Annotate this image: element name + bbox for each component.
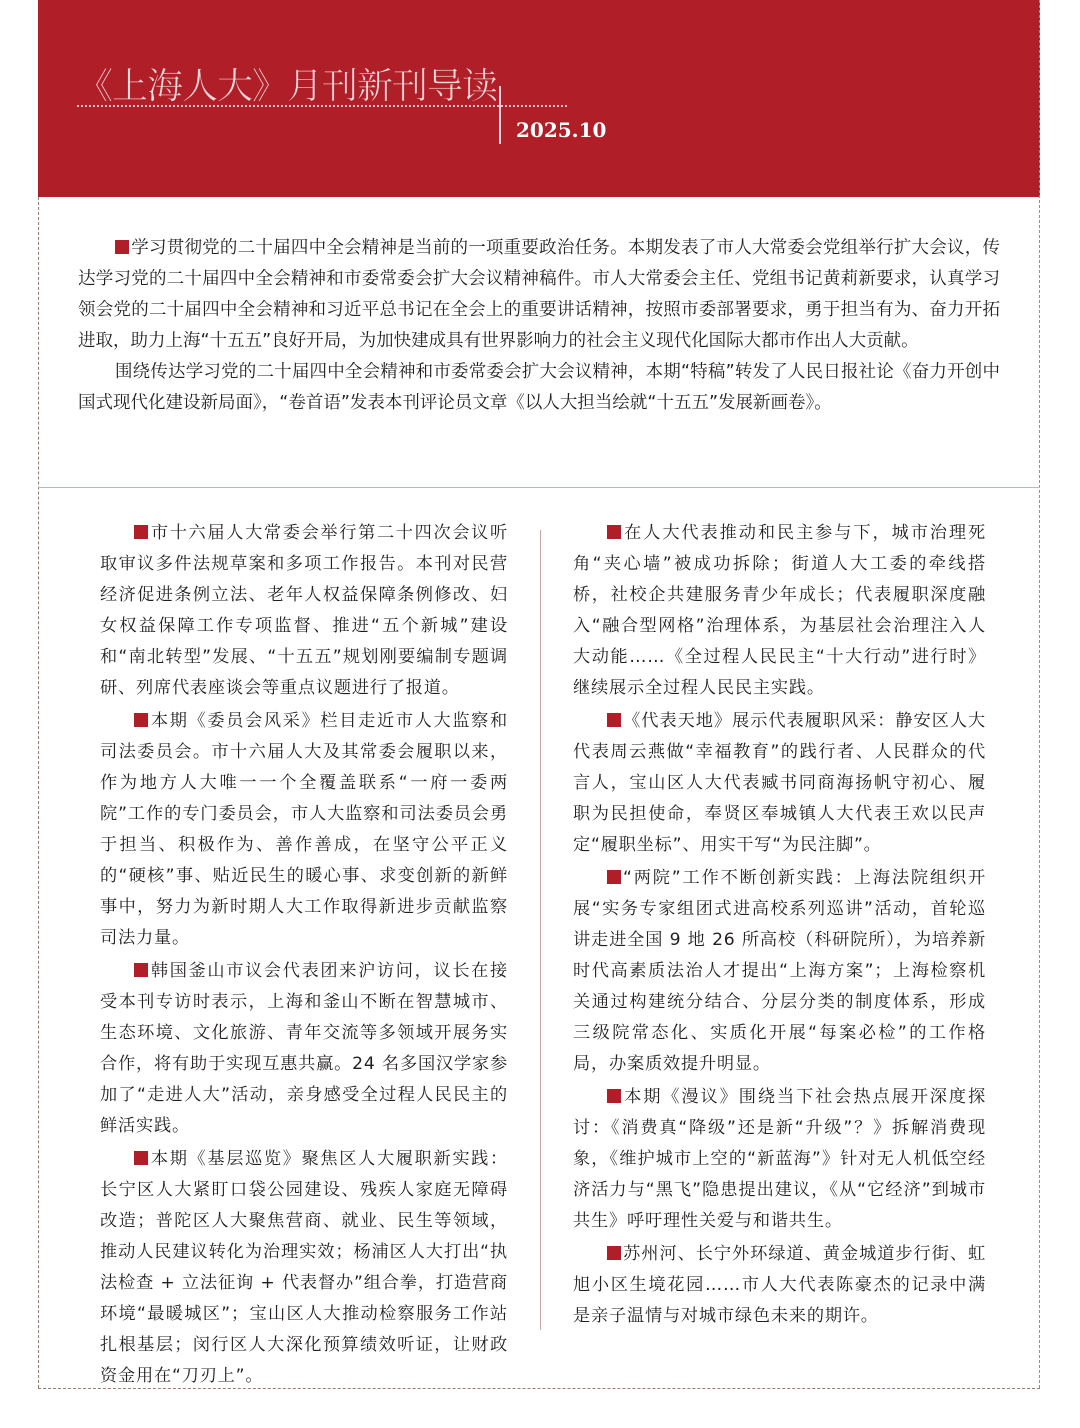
section-divider — [38, 487, 1040, 488]
intro-paragraph: 学习贯彻党的二十届四中全会精神是当前的一项重要政治任务。本期发表了市人大常委会党组举行扩大会议，传达学习党的二十届四中全会精神和市委常委会扩大会议精神稿件。市人大常委会主任、党组书记黄莉新要求，认真学习领会党的二十届四中全会精神和习近平总书记在全会上的重要讲话精神，按照市委部署要求，勇于担当有为、奋力开拓进取，助力上海“十五五”良好开局，为加快建成具有世界影响力的社会主义现代化国际大都市作出人大贡献。 — [78, 238, 1000, 351]
article-paragraph: 韩国釜山市议会代表团来沪访问，议长在接受本刊专访时表示，上海和釜山不断在智慧城市、生态环境、文化旅游、青年交流等多领域开展务实合作，将有助于实现互惠共赢。24 名多国汉学家参加了“走进人大”活动，亲身感受全过程人民民主的鲜活实践。 — [100, 961, 508, 1136]
bullet-square-icon — [607, 1246, 621, 1260]
bullet-square-icon — [607, 1089, 621, 1103]
page-border-left — [38, 197, 39, 1388]
article-paragraph: 苏州河、长宁外环绿道、黄金城道步行街、虹旭小区生境花园……市人大代表陈豪杰的记录中满是亲子温情与对城市绿色未来的期许。 — [573, 1244, 986, 1326]
article-paragraph: 在人大代表推动和民主参与下，城市治理死角“夹心墙”被成功拆除；街道人大工委的牵线搭桥，社校企共建服务青少年成长；代表履职深度融入“融合型网格”治理体系，为基层社会治理注入人大动能……《全过程人民民主“十大行动”进行时》继续展示全过程人民民主实践。 — [573, 523, 986, 698]
article-paragraph: “两院”工作不断创新实践：上海法院组织开展“实务专家组团式进高校系列巡讲”活动，首轮巡讲走进全国 9 地 26 所高校（科研院所），为培养新时代高素质法治人才提出“上海方案”；上海检察机关通过构建统分结合、分层分类的制度体系，形成三级院常态化、实质化开展“每案必检”的工作格局，办案质效提升明显。 — [573, 868, 986, 1074]
article-paragraph: 本期《委员会风采》栏目走近市人大监察和司法委员会。市十六届人大及其常委会履职以来，作为地方人大唯一一个全覆盖联系“一府一委两院”工作的专门委员会，市人大监察和司法委员会勇于担当、积极作为、善作善成，在坚守公平正义的“硬核”事、贴近民生的暖心事、求变创新的新鲜事中，努力为新时期人大工作取得新进步贡献监察司法力量。 — [100, 711, 508, 948]
intro-paragraph: 围绕传达学习党的二十届四中全会精神和市委常委会扩大会议精神，本期“特稿”转发了人民日报社论《奋力开创中国式现代化建设新局面》，“卷首语”发表本刊评论员文章《以人大担当绘就“十五五”发展新画卷》。 — [78, 362, 1000, 413]
bullet-square-icon — [115, 240, 129, 254]
bullet-square-icon — [134, 1151, 148, 1165]
column-divider — [540, 530, 541, 1330]
bullet-square-icon — [607, 713, 621, 727]
page-title: 《上海人大》月刊新刊导读 — [77, 66, 498, 107]
article-paragraph: 市十六届人大常委会举行第二十四次会议听取审议多件法规草案和多项工作报告。本刊对民营经济促进条例立法、老年人权益保障条例修改、妇女权益保障工作专项监督、推进“五个新城”建设和“南北转型”发展、“十五五”规划刚要编制专题调研、列席代表座谈会等重点议题进行了报道。 — [100, 523, 508, 698]
article-paragraph: 《代表天地》展示代表履职风采：静安区人大代表周云燕做“幸福教育”的践行者、人民群众的代言人，宝山区人大代表臧书同商海扬帆守初心、履职为民担使命，奉贤区奉城镇人大代表王欢以民声定“履职坐标”、用实干写“为民注脚”。 — [573, 711, 986, 855]
bullet-square-icon — [607, 525, 621, 539]
bullet-square-icon — [134, 713, 148, 727]
page-border-right — [1039, 0, 1040, 1388]
article-paragraph: 本期《漫议》围绕当下社会热点展开深度探讨：《消费真“降级”还是新“升级”？》拆解消费现象，《维护城市上空的“新蓝海”》针对无人机低空经济活力与“黑飞”隐患提出建议，《从“它经济”到城市共生》呼吁理性关爱与和谐共生。 — [573, 1087, 986, 1231]
left-column — [100, 518, 508, 1394]
bullet-square-icon — [134, 525, 148, 539]
issue-date: 2025.10 — [516, 118, 607, 142]
title-vertical-rule — [499, 86, 501, 144]
right-column — [573, 518, 986, 1334]
bullet-square-icon — [134, 963, 148, 977]
article-paragraph: 本期《基层巡览》聚焦区人大履职新实践：长宁区人大紧盯口袋公园建设、残疾人家庭无障碍改造；普陀区人大聚焦营商、就业、民生等领域，推动人民建议转化为治理实效；杨浦区人大打出“执法检查 + 立法征询 + 代表督办”组合拳，打造营商环境“最暖城区”；宝山区人大推动检察服务工作站扎根基层；闵行区人大深化预算绩效听证，让财政资金用在“刀刃上”。 — [100, 1149, 508, 1386]
bullet-square-icon — [607, 870, 621, 884]
title-dotted-rule — [77, 105, 567, 107]
intro-section — [78, 233, 1000, 419]
